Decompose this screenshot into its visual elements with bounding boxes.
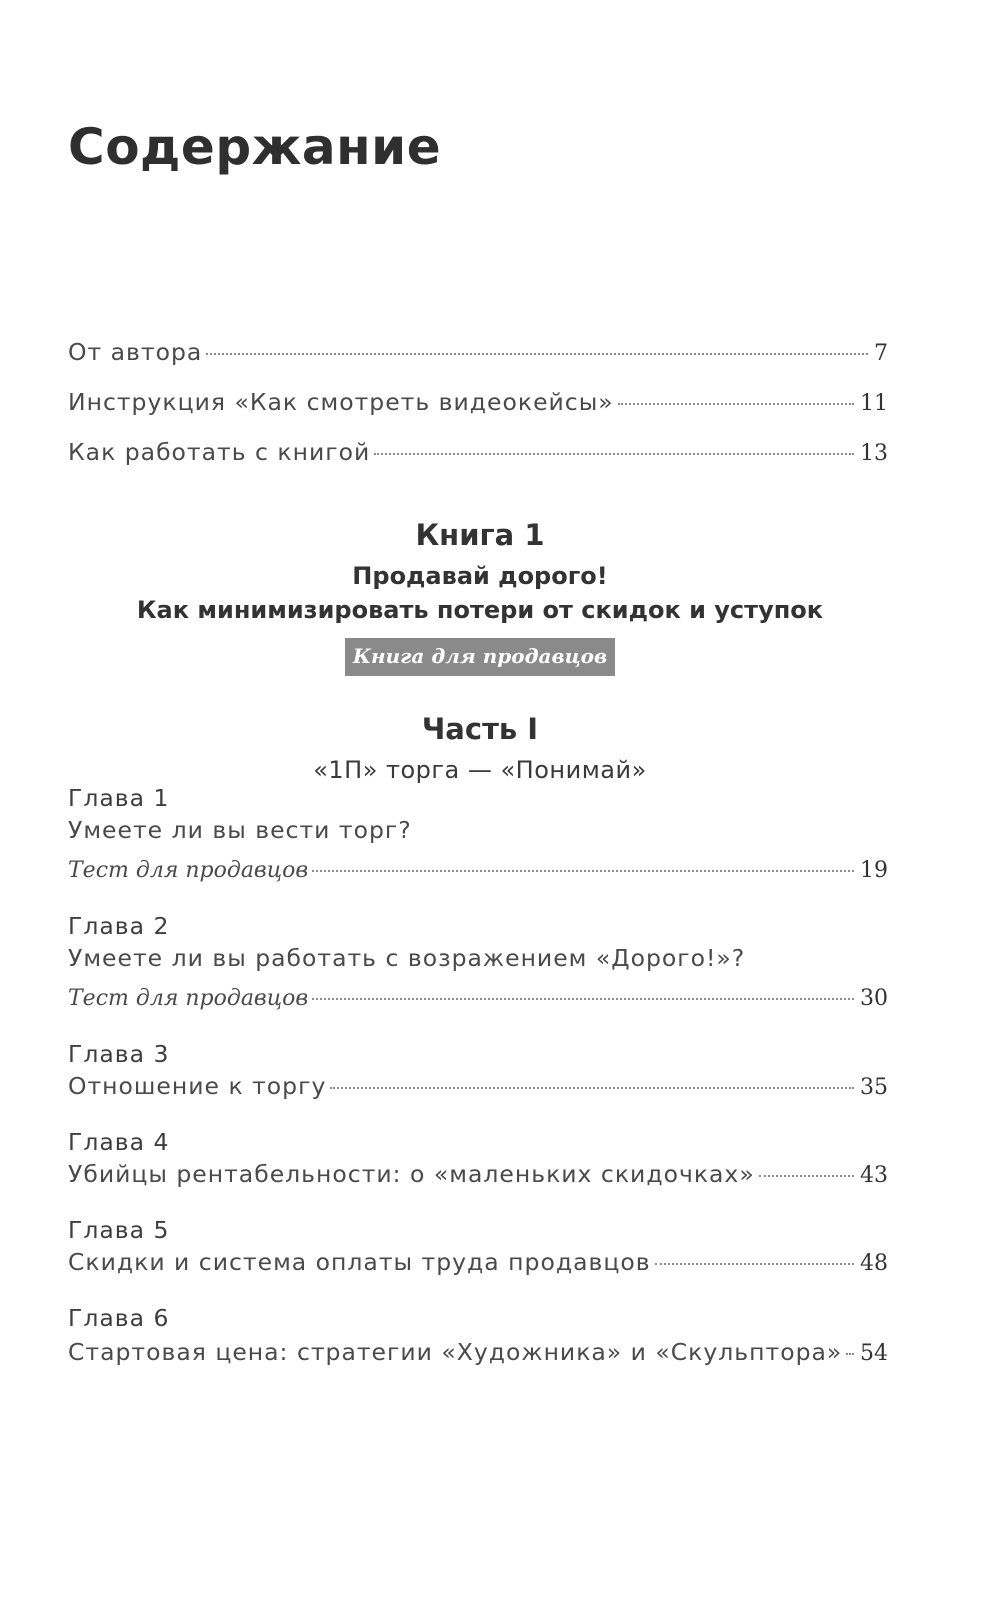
toc-entry[interactable] (68, 1248, 888, 1276)
chapter-title: Умеете ли вы работать с возражением «Дорого!»? (68, 944, 746, 972)
dot-leader (846, 1353, 854, 1355)
toc-entry-label: Инструкция «Как смотреть видеокейсы» (68, 388, 614, 416)
toc-entry-label: Тест для продавцов (68, 858, 309, 883)
toc-entry[interactable] (68, 858, 888, 883)
toc-entry-label: Тест для продавцов (68, 986, 309, 1011)
toc-page-number: 54 (860, 1341, 888, 1366)
toc-entry[interactable] (68, 338, 888, 366)
chapter-title: Убийцы рентабельности: о «маленьких скидочках» (68, 1160, 755, 1188)
toc-entry[interactable] (68, 1338, 888, 1366)
book-badge-wrap (0, 638, 960, 676)
toc-entry[interactable] (68, 388, 888, 416)
toc-entry[interactable] (68, 438, 888, 466)
toc-entry[interactable] (68, 1160, 888, 1188)
book-heading: Книга 1 (415, 518, 545, 552)
dot-leader (374, 453, 854, 455)
toc-page-number: 11 (860, 391, 888, 416)
dot-leader (618, 403, 854, 405)
chapter-number: Глава 1 (68, 784, 170, 812)
chapter-title: Отношение к торгу (68, 1072, 327, 1100)
page-title: Содержание (68, 118, 442, 176)
dot-leader (759, 1175, 854, 1177)
toc-entry[interactable] (68, 1072, 888, 1100)
part-subtitle: «1П» торга — «Понимай» (313, 756, 647, 784)
book-badge: Книга для продавцов (345, 638, 615, 676)
chapter-title: Скидки и система оплаты труда продавцов (68, 1248, 651, 1276)
toc-page-number: 7 (874, 341, 888, 366)
toc-page-number: 30 (860, 986, 888, 1011)
dot-leader (312, 998, 854, 1000)
chapter-number: Глава 6 (68, 1304, 170, 1332)
toc-page-number: 48 (860, 1251, 888, 1276)
chapter-number: Глава 2 (68, 912, 170, 940)
dot-leader (206, 353, 868, 355)
dot-leader (655, 1263, 854, 1265)
chapter-title: Умеете ли вы вести торг? (68, 816, 412, 844)
dot-leader (330, 1087, 854, 1089)
toc-page-number: 13 (860, 441, 888, 466)
chapter-number: Глава 5 (68, 1216, 170, 1244)
book-subtitle-line1: Продавай дорого! (352, 562, 608, 590)
book-subtitle-line2: Как минимизировать потери от скидок и уступок (136, 596, 824, 624)
toc-page-number: 35 (860, 1075, 888, 1100)
dot-leader (312, 870, 854, 872)
toc-entry[interactable] (68, 986, 888, 1011)
toc-entry-label: От автора (68, 338, 203, 366)
toc-entry-label: Как работать с книгой (68, 438, 371, 466)
chapter-number: Глава 4 (68, 1128, 170, 1156)
toc-page-number: 19 (860, 858, 888, 883)
chapter-number: Глава 3 (68, 1040, 170, 1068)
toc-page-number: 43 (860, 1163, 888, 1188)
chapter-title: Стартовая цена: стратегии «Художника» и «Скульптора» (68, 1338, 843, 1366)
part-heading: Часть I (421, 712, 539, 746)
